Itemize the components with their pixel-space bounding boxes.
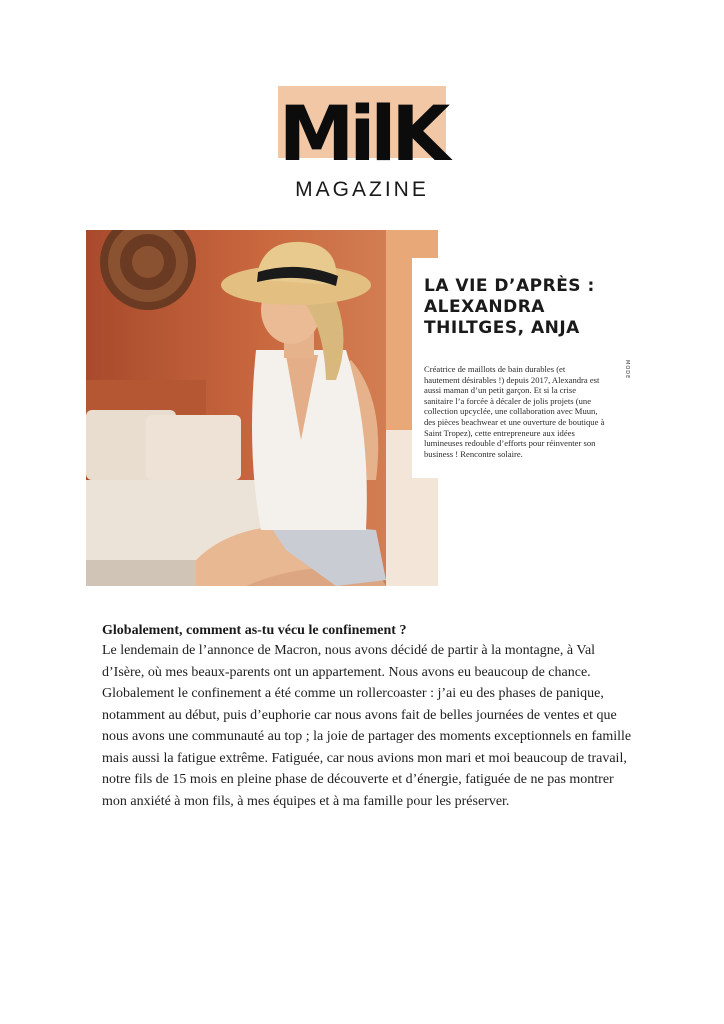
intro-line: collection upcyclée, une collaboration avec Muun, xyxy=(424,406,598,417)
portrait-illustration xyxy=(86,230,438,586)
headline-line: ALEXANDRA xyxy=(424,297,545,317)
intro-line: aussi maman d’un petit garçon. Et si la crise xyxy=(424,385,577,396)
answer-line: notre fils de 15 mois en pleine phase de découverte et d’énergie, fatiguée de ne pas montrer xyxy=(102,772,614,787)
intro-line: sanitaire l’a forcée à décaler de jolis projets (une xyxy=(424,395,592,406)
intro-line: des pièces beachwear et une ouverture de boutique à xyxy=(424,416,605,427)
logo-subtitle: MAGAZINE xyxy=(295,178,429,201)
answer-line: nous avons une communauté au top ; la joie de partager des moments exceptionnels en famille xyxy=(102,729,632,744)
portrait-photo xyxy=(86,230,438,586)
intro-line: Créatrice de maillots de bain durables (et xyxy=(424,364,566,374)
article-headline xyxy=(424,276,624,339)
intro-line: business ! Rencontre solaire. xyxy=(424,448,523,459)
headline-line: THILTGES, ANJA xyxy=(424,318,580,338)
interview-answer xyxy=(102,640,642,812)
answer-line: Globalement le confinement a été comme un rollercoaster : j’ai eu des phases de panique, xyxy=(102,686,604,701)
article-intro xyxy=(424,364,612,459)
answer-line: Le lendemain de l’annonce de Macron, nous avons décidé de partir à la montagne, à Val xyxy=(102,643,596,658)
interview-question: Globalement, comment as-tu vécu le confinement ? xyxy=(102,623,407,638)
headline-line: LA VIE D’APRÈS : xyxy=(424,276,595,296)
intro-line: lumineuses redouble d’efforts pour réinventer son xyxy=(424,438,596,449)
intro-line: Saint Tropez), cette entrepreneure aux idées xyxy=(424,427,575,438)
section-label: MODE xyxy=(624,360,630,380)
intro-line: hautement désirables !) depuis 2017, Alexandra est xyxy=(424,374,600,385)
answer-line: d’Isère, où mes beaux-parents ont un appartement. Nous avons eu beaucoup de chance. xyxy=(102,664,591,680)
answer-line: notamment au début, puis d’euphorie car nous avons fait de belles journées de ventes et que xyxy=(102,707,617,723)
logo-wordmark: MilK xyxy=(278,89,446,178)
answer-line: mon anxiété à mon fils, à mes équipes et à ma famille pour les préserver. xyxy=(102,793,510,809)
answer-line: mais aussi la fatigue extrême. Fatiguée, car nous avions mon mari et moi beaucoup de travail, xyxy=(102,750,627,766)
